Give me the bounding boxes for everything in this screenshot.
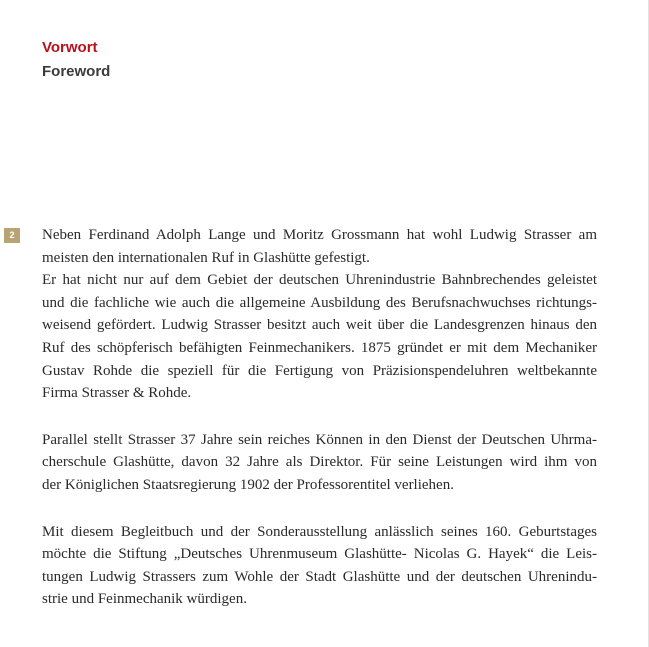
page-number-badge: 2 (4, 228, 20, 243)
text-line: strie und Feinmechanik würdigen. (42, 591, 247, 608)
foreword-body (42, 224, 597, 635)
text-line: Firma Strasser & Rohde. (42, 385, 192, 402)
text-line: Mit diesem Begleitbuch und der Sonderausstellung anlässlich seines 160. Geburtstages (42, 523, 597, 540)
page-title-english: Foreword (42, 63, 111, 80)
text-line: möchte die Stiftung „Deutsches Uhrenmuseum Glashütte- Nicolas G. Hayek“ die Leis- (42, 546, 597, 563)
page-title-german: Vorwort (42, 39, 98, 56)
text-line: und die fachliche wie auch die allgemeine Ausbildung des Berufsnachwuchses richtungs- (42, 294, 597, 311)
text-line: Gustav Rohde die speziell für die Fertigung von Präzisionspendeluhren weltbekannte (42, 362, 597, 379)
text-line: Parallel stellt Strasser 37 Jahre sein reiches Können in den Dienst der Deutschen Uhrma- (42, 431, 597, 448)
text-line: der Königlichen Staatsregierung 1902 der Professorentitel verliehen. (42, 476, 454, 493)
text-line: tungen Ludwig Strassers zum Wohle der Stadt Glashütte und der deutschen Uhrenindu- (42, 568, 597, 585)
text-line: Ruf des schöpferisch befähigten Feinmechanikers. 1875 gründet er mit dem Mechaniker (42, 339, 597, 356)
paragraph-2 (42, 429, 597, 497)
text-line: Er hat nicht nur auf dem Gebiet der deutschen Uhrenindustrie Bahnbrechendes geleistet (42, 272, 597, 289)
text-line: Neben Ferdinand Adolph Lange und Moritz Grossmann hat wohl Ludwig Strasser am (42, 227, 597, 243)
paragraph-3 (42, 521, 597, 611)
text-line: meisten den internationalen Ruf in Glashütte gefestigt. (42, 249, 370, 266)
text-line: weisend gefördert. Ludwig Strasser besitzt auch weit über die Landesgrenzen hinaus den (42, 317, 597, 334)
paragraph-1 (42, 224, 597, 405)
text-line: cherschule Glashütte, davon 32 Jahre als Direktor. Für seine Leistungen wird ihm von (42, 454, 597, 471)
